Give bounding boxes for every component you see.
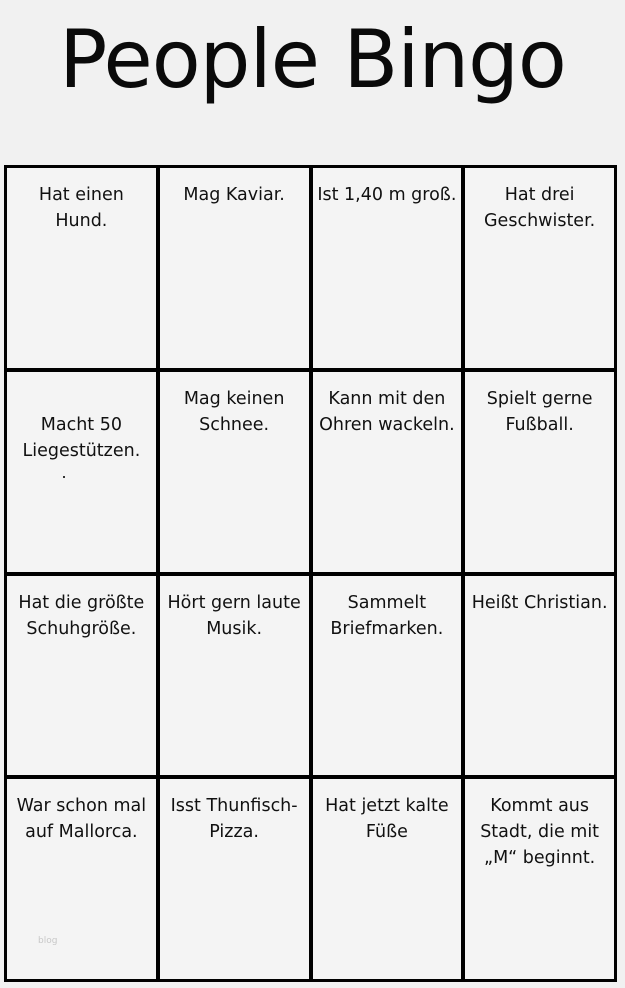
bingo-cell-liegestuetzen-text: Macht 50 Liegestützen. xyxy=(22,414,141,461)
bingo-cell-liegestuetzen xyxy=(7,372,156,572)
bingo-grid xyxy=(4,165,617,982)
watermark-text: blog xyxy=(38,936,58,946)
stray-dot-mark xyxy=(63,476,65,478)
bingo-cell-musik: Hört gern laute Musik. xyxy=(160,576,309,776)
bingo-cell-schuhgroesse: Hat die größte Schuhgröße. xyxy=(7,576,156,776)
bingo-cell-schnee: Mag keinen Schnee. xyxy=(160,372,309,572)
bingo-cell-mallorca: War schon mal auf Mallorca. xyxy=(7,779,156,979)
bingo-cell-geschwister: Hat drei Geschwister. xyxy=(465,168,614,368)
bingo-cell-ohren: Kann mit den Ohren wackeln. xyxy=(313,372,462,572)
bingo-cell-thunfisch: Isst Thunfisch- Pizza. xyxy=(160,779,309,979)
bingo-cell-gross: Ist 1,40 m groß. xyxy=(313,168,462,368)
bingo-cell-fussball: Spielt gerne Fußball. xyxy=(465,372,614,572)
bingo-cell-fuesse: Hat jetzt kalte Füße xyxy=(313,779,462,979)
bingo-cell-christian: Heißt Christian. xyxy=(465,576,614,776)
page-title: People Bingo xyxy=(59,13,566,106)
bingo-cell-briefmarken: Sammelt Briefmarken. xyxy=(313,576,462,776)
bingo-cell-stadt: Kommt aus Stadt, die mit „M“ beginnt. xyxy=(465,779,614,979)
bingo-cell-kaviar: Mag Kaviar. xyxy=(160,168,309,368)
bingo-cell-hund: Hat einen Hund. xyxy=(7,168,156,368)
